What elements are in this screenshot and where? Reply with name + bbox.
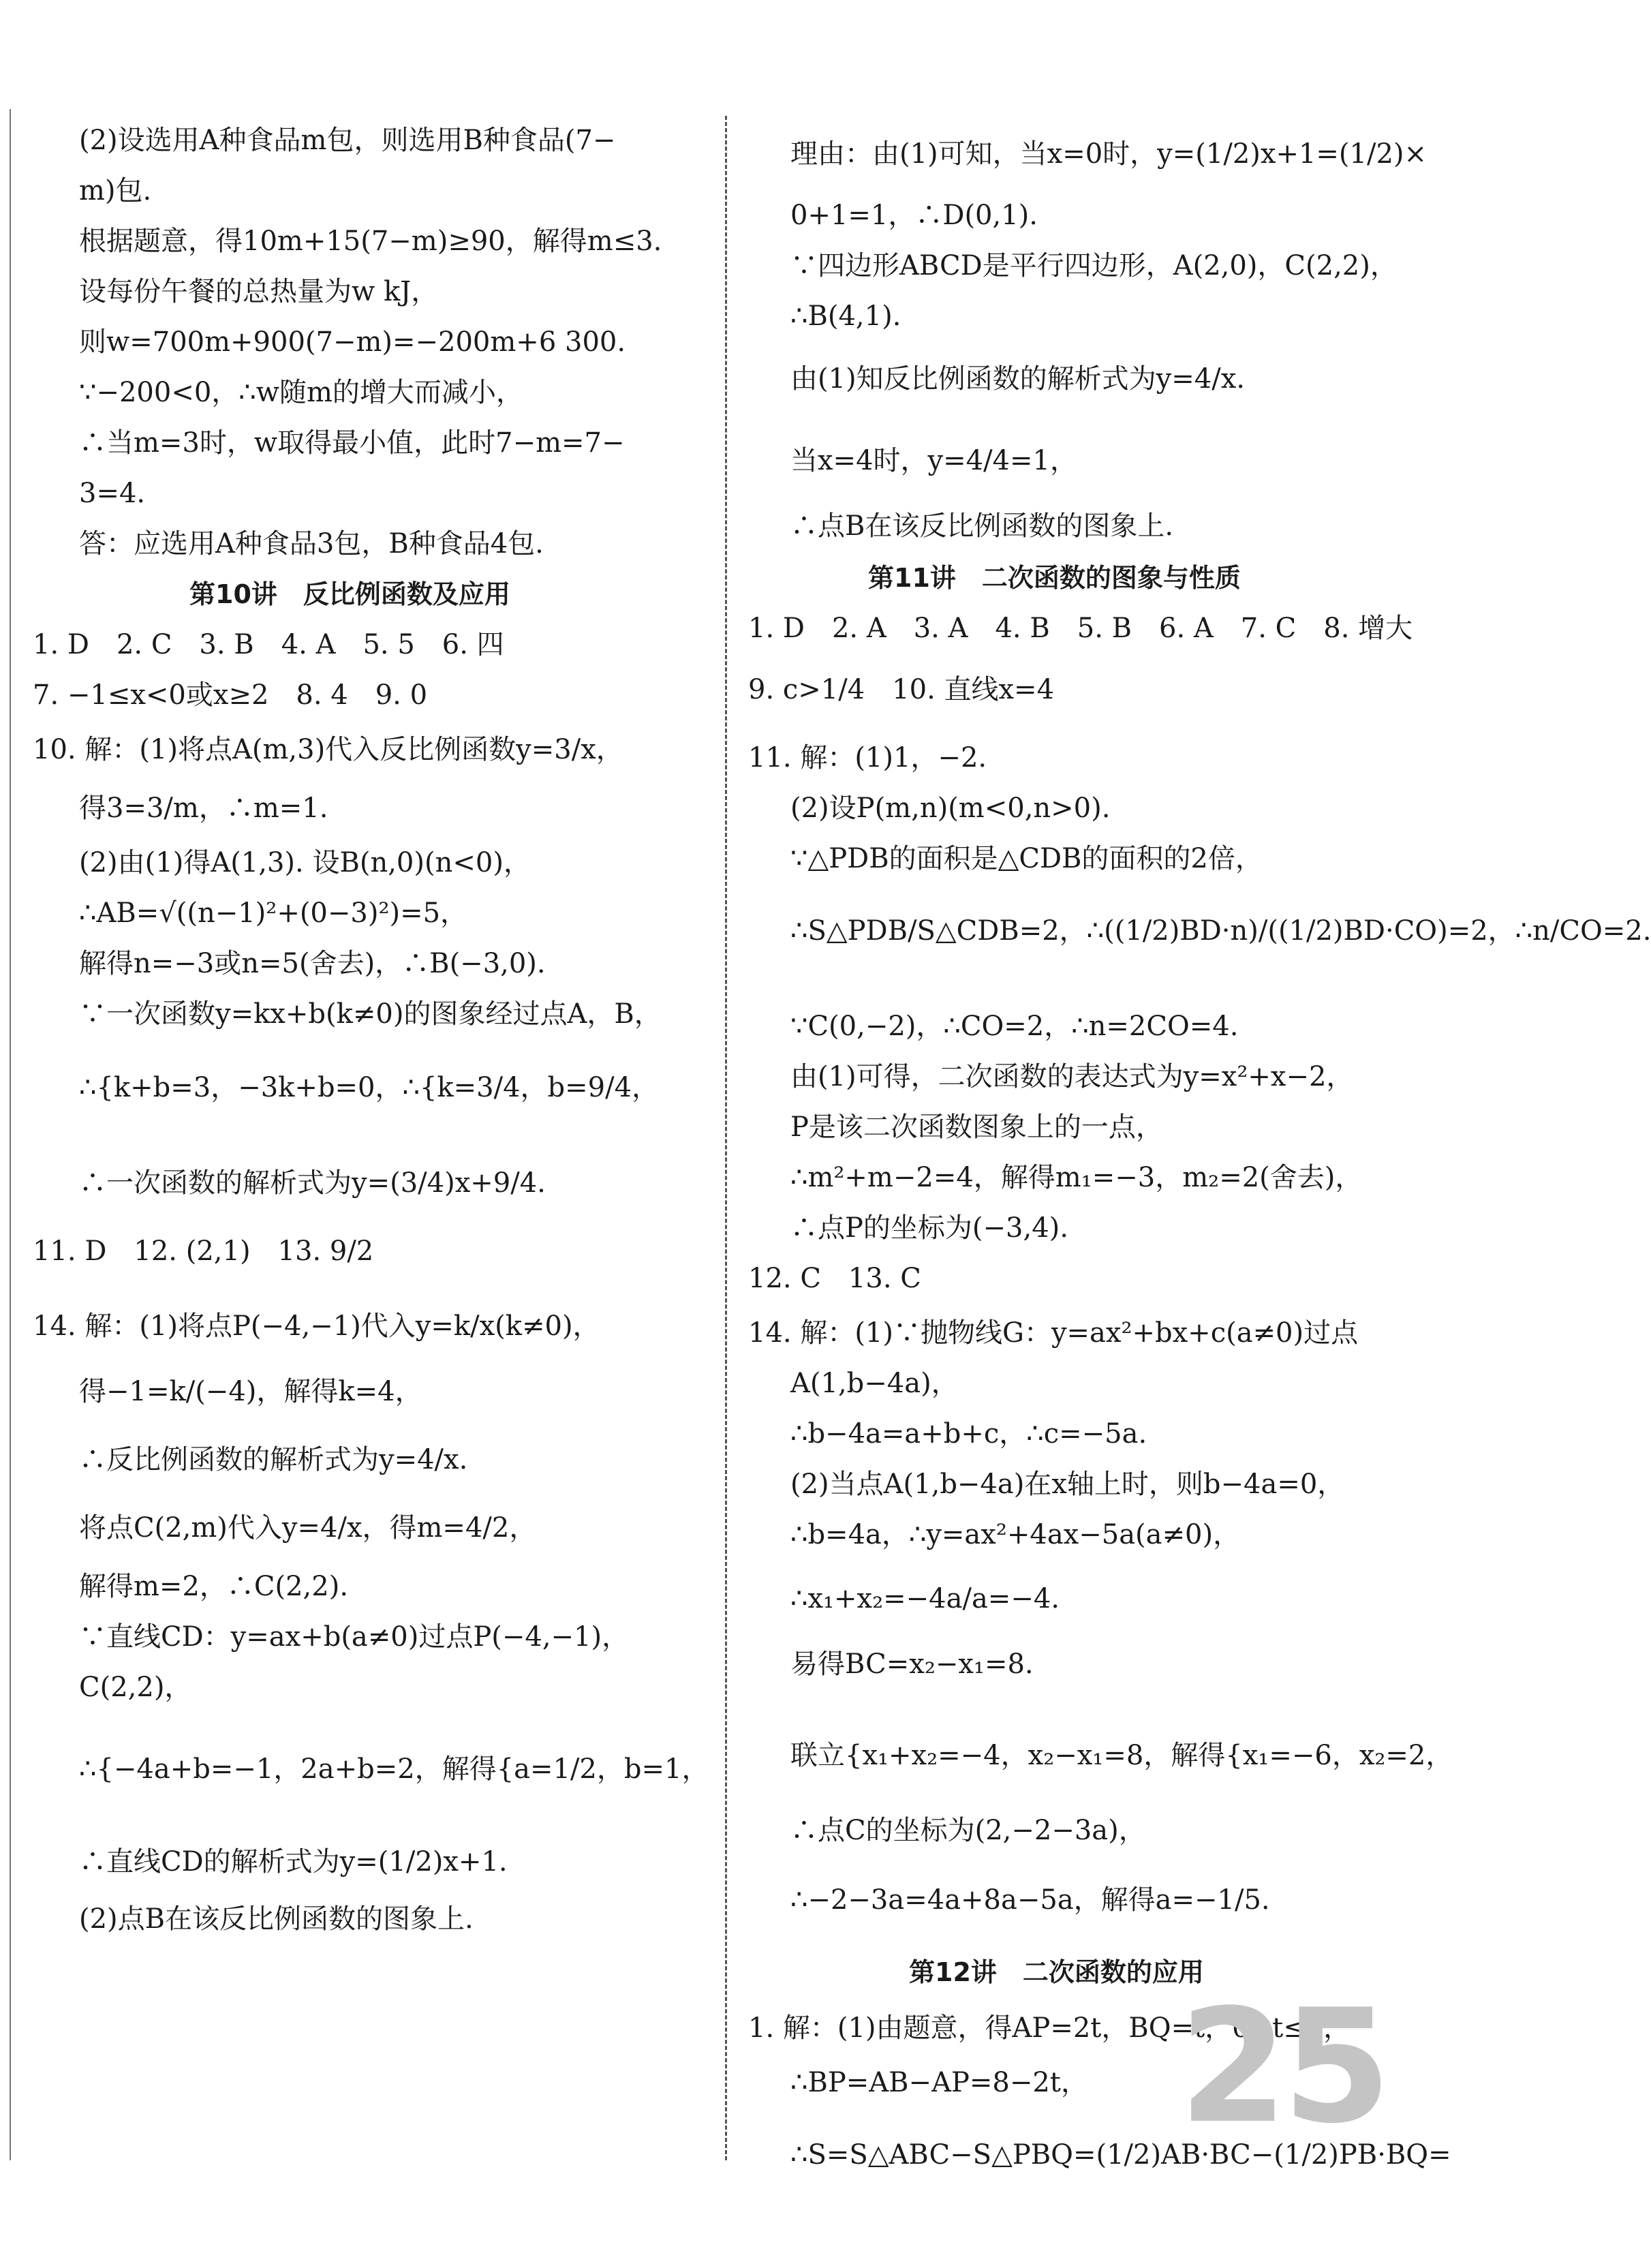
answer-row: 7. −1≤x<0或x≥2 8. 4 9. 0 bbox=[33, 679, 428, 711]
text-line: ∴AB=√((n−1)²+(0−3)²)=5， bbox=[79, 898, 468, 929]
text-line: (2)设选用A种食品m包，则选用B种食品(7− bbox=[79, 125, 616, 156]
page-number: 25 bbox=[1179, 1976, 1387, 2158]
text-line: (2)当点A(1,b−4a)在x轴上时，则b−4a=0， bbox=[790, 1469, 1345, 1500]
text-line: 10. 解：(1)将点A(m,3)代入反比例函数y=3/x， bbox=[33, 734, 623, 765]
text-line: ∴当m=3时，w取得最小值，此时7−m=7− bbox=[79, 427, 625, 459]
text-line: (2)点B在该反比例函数的图象上. bbox=[79, 1903, 474, 1935]
text-line: ∴反比例函数的解析式为y=4/x. bbox=[79, 1444, 468, 1475]
text-line: ∴x₁+x₂=−4a/a=−4. bbox=[790, 1583, 1060, 1614]
text-line: m)包. bbox=[79, 175, 152, 206]
text-line: ∴B(4,1). bbox=[790, 301, 901, 332]
text-line: 3=4. bbox=[79, 478, 146, 509]
text-line: ∴b−4a=a+b+c，∴c=−5a. bbox=[790, 1418, 1147, 1450]
text-line: 则w=700m+900(7−m)=−200m+6 300. bbox=[79, 326, 626, 358]
text-line: ∴点P的坐标为(−3,4). bbox=[790, 1212, 1068, 1244]
text-line: ∴−2−3a=4a+8a−5a，解得a=−1/5. bbox=[790, 1884, 1270, 1916]
answer-row: 9. c>1/4 10. 直线x=4 bbox=[748, 674, 1055, 705]
text-line: ∴点C的坐标为(2,−2−3a)， bbox=[790, 1815, 1146, 1846]
text-line: 将点C(2,m)代入y=4/x，得m=4/2， bbox=[79, 1512, 537, 1544]
answer-row: 1. D 2. C 3. B 4. A 5. 5 6. 四 bbox=[33, 629, 504, 660]
answer-row: 1. D 2. A 3. A 4. B 5. B 6. A 7. C 8. 增大 bbox=[748, 613, 1413, 644]
text-line: ∴m²+m−2=4，解得m₁=−3，m₂=2(舍去)， bbox=[790, 1162, 1363, 1193]
text-line: A(1,b−4a)， bbox=[790, 1368, 959, 1399]
text-line: 解得m=2，∴C(2,2). bbox=[79, 1571, 349, 1602]
text-line: ∴BP=AB−AP=8−2t， bbox=[790, 2067, 1088, 2098]
equation-system: 联立{x₁+x₂=−4，x₂−x₁=8，解得{x₁=−6，x₂=2， bbox=[790, 1740, 1453, 1771]
text-line: ∴直线CD的解析式为y=(1/2)x+1. bbox=[79, 1846, 508, 1878]
text-line: 根据题意，得10m+15(7−m)≥90，解得m≤3. bbox=[79, 226, 662, 257]
text-line: ∴点B在该反比例函数的图象上. bbox=[790, 510, 1174, 542]
equation-system: ∴{−4a+b=−1，2a+b=2，解得{a=1/2，b=1， bbox=[79, 1753, 709, 1785]
answer-row: 12. C 13. C bbox=[748, 1263, 921, 1294]
text-line: 由(1)可得，二次函数的表达式为y=x²+x−2， bbox=[790, 1061, 1354, 1092]
text-line: 14. 解：(1)将点P(−4,−1)代入y=k/x(k≠0)， bbox=[33, 1311, 600, 1342]
text-line: ∵直线CD：y=ax+b(a≠0)过点P(−4,−1)， bbox=[79, 1621, 630, 1653]
answer-row: 11. D 12. (2,1) 13. 9/2 bbox=[33, 1236, 374, 1267]
text-line: 1. 解：(1)由题意，得AP=2t，BQ=t，0≤t≤4， bbox=[748, 2012, 1351, 2044]
text-line: P是该二次函数图象上的一点， bbox=[790, 1112, 1163, 1143]
text-line: ∴S△PDB/S△CDB=2，∴((1/2)BD·n)/((1/2)BD·CO)=2，∴n/CO=2. bbox=[790, 915, 1651, 947]
section-heading-10: 第10讲 反比例函数及应用 bbox=[189, 579, 510, 609]
text-line: 当x=4时，y=4/4=1， bbox=[790, 445, 1077, 476]
text-line: ∴一次函数的解析式为y=(3/4)x+9/4. bbox=[79, 1167, 546, 1199]
text-line: 0+1=1，∴D(0,1). bbox=[790, 200, 1038, 231]
text-line: 11. 解：(1)1，−2. bbox=[748, 742, 987, 773]
text-line: (2)由(1)得A(1,3). 设B(n,0)(n<0)， bbox=[79, 847, 531, 878]
text-line: ∵−200<0，∴w随m的增大而减小， bbox=[79, 377, 523, 408]
text-line: ∴S=S△ABC−S△PBQ=(1/2)AB·BC−(1/2)PB·BQ= bbox=[790, 2139, 1451, 2171]
page-edge-line bbox=[10, 109, 11, 2160]
column-divider bbox=[725, 116, 727, 2160]
text-line: ∵△PDB的面积是△CDB的面积的2倍， bbox=[790, 843, 1263, 874]
text-line: ∴b=4a，∴y=ax²+4ax−5a(a≠0)， bbox=[790, 1519, 1241, 1550]
text-line: 解得n=−3或n=5(舍去)，∴B(−3,0). bbox=[79, 948, 546, 979]
text-line: ∵四边形ABCD是平行四边形，A(2,0)，C(2,2)， bbox=[790, 250, 1398, 281]
text-line: 设每份午餐的总热量为w kJ， bbox=[79, 276, 439, 307]
text-line: 易得BC=x₂−x₁=8. bbox=[790, 1649, 1034, 1680]
text-line: 得3=3/m，∴m=1. bbox=[79, 793, 328, 824]
text-line: C(2,2)， bbox=[79, 1672, 192, 1703]
section-heading-12: 第12讲 二次函数的应用 bbox=[909, 1957, 1204, 1987]
text-line: 得−1=k/(−4)，解得k=4， bbox=[79, 1376, 422, 1407]
text-line: ∵C(0,−2)，∴CO=2，∴n=2CO=4. bbox=[790, 1011, 1239, 1042]
text-line: 由(1)知反比例函数的解析式为y=4/x. bbox=[790, 363, 1245, 395]
equation-system: ∴{k+b=3，−3k+b=0，∴{k=3/4，b=9/4， bbox=[79, 1072, 660, 1103]
text-line: ∵一次函数y=kx+b(k≠0)的图象经过点A，B， bbox=[79, 998, 662, 1030]
text-line: 14. 解：(1)∵抛物线G：y=ax²+bx+c(a≠0)过点 bbox=[748, 1317, 1359, 1349]
text-line: 答：应选用A种食品3包，B种食品4包. bbox=[79, 528, 544, 560]
text-line: (2)设P(m,n)(m<0,n>0). bbox=[790, 793, 1111, 824]
text-line: 理由：由(1)可知，当x=0时，y=(1/2)x+1=(1/2)× bbox=[790, 138, 1428, 170]
section-heading-11: 第11讲 二次函数的图象与性质 bbox=[868, 563, 1241, 593]
